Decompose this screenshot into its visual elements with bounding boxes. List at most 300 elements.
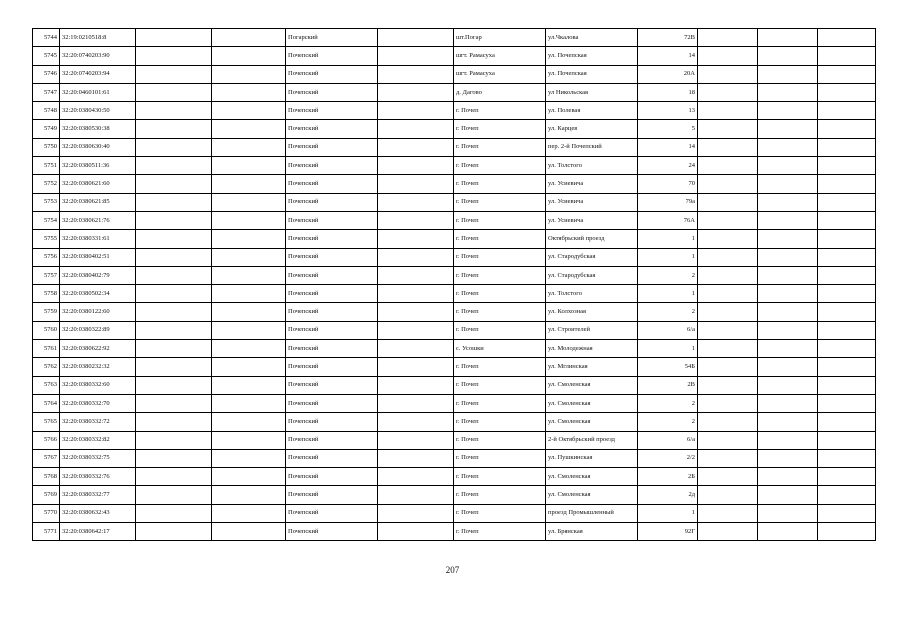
district-cell: Почепский [286, 230, 378, 248]
column-3-cell [136, 138, 212, 156]
table-row [33, 413, 876, 431]
cadastral-number-cell: 32:20:0380332:70 [60, 394, 136, 412]
column-10-cell [698, 230, 758, 248]
column-10-cell [698, 285, 758, 303]
district-cell: Почепский [286, 321, 378, 339]
district-cell: Почепский [286, 138, 378, 156]
row-number-cell: 5759 [33, 303, 60, 321]
cadastral-number-cell: 32:20:0380331:61 [60, 230, 136, 248]
row-number-cell: 5751 [33, 157, 60, 175]
column-11-cell [758, 321, 818, 339]
table-row [33, 211, 876, 229]
column-3-cell [136, 449, 212, 467]
table-row [33, 193, 876, 211]
district-cell: Почепский [286, 211, 378, 229]
column-10-cell [698, 449, 758, 467]
street-cell: ул. Толстого [546, 157, 638, 175]
settlement-cell: г. Почеп [454, 175, 546, 193]
column-3-cell [136, 65, 212, 83]
street-cell: ул. Смоленская [546, 468, 638, 486]
house-number-cell: 14 [638, 47, 698, 65]
settlement-cell: г. Почеп [454, 431, 546, 449]
column-12-cell [818, 394, 876, 412]
table-row [33, 340, 876, 358]
settlement-cell: г. Почеп [454, 358, 546, 376]
column-6-cell [378, 523, 454, 541]
column-6-cell [378, 175, 454, 193]
table-row [33, 29, 876, 47]
column-10-cell [698, 431, 758, 449]
table-row [33, 157, 876, 175]
district-cell: Почепский [286, 102, 378, 120]
column-10-cell [698, 193, 758, 211]
street-cell: проезд Промышленный [546, 504, 638, 522]
column-4-cell [212, 486, 286, 504]
column-6-cell [378, 193, 454, 211]
district-cell: Почепский [286, 376, 378, 394]
column-4-cell [212, 523, 286, 541]
row-number-cell: 5768 [33, 468, 60, 486]
column-11-cell [758, 358, 818, 376]
column-4-cell [212, 211, 286, 229]
column-6-cell [378, 449, 454, 467]
street-cell: ул. Мглинская [546, 358, 638, 376]
cadastral-number-cell: 32:20:0380621:85 [60, 193, 136, 211]
street-cell: ул. Усиевича [546, 193, 638, 211]
street-cell: ул. Брянская [546, 523, 638, 541]
street-cell: ул Никольская [546, 83, 638, 101]
registry-table [32, 28, 876, 541]
column-10-cell [698, 468, 758, 486]
district-cell: Почепский [286, 504, 378, 522]
settlement-cell: д. Дагово [454, 83, 546, 101]
street-cell: ул. Стародубская [546, 266, 638, 284]
settlement-cell: г. Почеп [454, 285, 546, 303]
column-3-cell [136, 266, 212, 284]
column-3-cell [136, 486, 212, 504]
column-11-cell [758, 376, 818, 394]
settlement-cell: с. Усошки [454, 340, 546, 358]
column-4-cell [212, 321, 286, 339]
column-6-cell [378, 47, 454, 65]
row-number-cell: 5756 [33, 248, 60, 266]
table-row [33, 102, 876, 120]
settlement-cell: шт.Погар [454, 29, 546, 47]
row-number-cell: 5761 [33, 340, 60, 358]
column-3-cell [136, 193, 212, 211]
column-6-cell [378, 102, 454, 120]
table-row [33, 266, 876, 284]
column-4-cell [212, 468, 286, 486]
district-cell: Почепский [286, 193, 378, 211]
column-10-cell [698, 29, 758, 47]
district-cell: Почепский [286, 431, 378, 449]
column-4-cell [212, 29, 286, 47]
row-number-cell: 5762 [33, 358, 60, 376]
settlement-cell: г. Почеп [454, 266, 546, 284]
house-number-cell: 1 [638, 340, 698, 358]
house-number-cell: 18 [638, 83, 698, 101]
column-4-cell [212, 376, 286, 394]
row-number-cell: 5753 [33, 193, 60, 211]
row-number-cell: 5758 [33, 285, 60, 303]
district-cell: Почепский [286, 413, 378, 431]
settlement-cell: г. Почеп [454, 504, 546, 522]
row-number-cell: 5764 [33, 394, 60, 412]
column-3-cell [136, 523, 212, 541]
cadastral-number-cell: 32:20:0380630:40 [60, 138, 136, 156]
column-4-cell [212, 83, 286, 101]
column-10-cell [698, 248, 758, 266]
column-11-cell [758, 504, 818, 522]
street-cell: ул. Смоленская [546, 376, 638, 394]
house-number-cell: 13 [638, 102, 698, 120]
column-4-cell [212, 285, 286, 303]
column-6-cell [378, 211, 454, 229]
column-10-cell [698, 523, 758, 541]
column-6-cell [378, 468, 454, 486]
cadastral-number-cell: 32:20:0380322:89 [60, 321, 136, 339]
column-4-cell [212, 266, 286, 284]
table-row [33, 394, 876, 412]
cadastral-number-cell: 32:20:0380332:76 [60, 468, 136, 486]
column-4-cell [212, 340, 286, 358]
column-10-cell [698, 83, 758, 101]
column-11-cell [758, 138, 818, 156]
column-11-cell [758, 340, 818, 358]
column-10-cell [698, 47, 758, 65]
column-12-cell [818, 504, 876, 522]
column-12-cell [818, 523, 876, 541]
street-cell: ул. Смоленская [546, 413, 638, 431]
row-number-cell: 5747 [33, 83, 60, 101]
house-number-cell: 5 [638, 120, 698, 138]
table-row [33, 120, 876, 138]
cadastral-number-cell: 32:20:0380622:92 [60, 340, 136, 358]
cadastral-number-cell: 32:20:0380122:60 [60, 303, 136, 321]
column-11-cell [758, 449, 818, 467]
street-cell: ул. Строителей [546, 321, 638, 339]
cadastral-number-cell: 32:20:0380621:60 [60, 175, 136, 193]
page-number: 207 [445, 565, 460, 575]
house-number-cell: 2д [638, 486, 698, 504]
house-number-cell: 70 [638, 175, 698, 193]
column-12-cell [818, 157, 876, 175]
column-3-cell [136, 83, 212, 101]
column-6-cell [378, 394, 454, 412]
settlement-cell: г. Почеп [454, 138, 546, 156]
district-cell: Почепский [286, 394, 378, 412]
column-3-cell [136, 175, 212, 193]
street-cell: ул. Стародубская [546, 248, 638, 266]
row-number-cell: 5750 [33, 138, 60, 156]
column-12-cell [818, 138, 876, 156]
house-number-cell: 76А [638, 211, 698, 229]
district-cell: Почепский [286, 486, 378, 504]
column-10-cell [698, 340, 758, 358]
cadastral-number-cell: 32:20:0740203:90 [60, 47, 136, 65]
district-cell: Почепский [286, 303, 378, 321]
settlement-cell: г. Почеп [454, 230, 546, 248]
cadastral-number-cell: 32:19:0210518:8 [60, 29, 136, 47]
column-3-cell [136, 29, 212, 47]
column-10-cell [698, 65, 758, 83]
column-11-cell [758, 102, 818, 120]
street-cell: ул. Усиевича [546, 211, 638, 229]
settlement-cell: г. Почеп [454, 157, 546, 175]
column-4-cell [212, 303, 286, 321]
table-row [33, 138, 876, 156]
column-11-cell [758, 120, 818, 138]
street-cell: 2-й Октябрьский проезд [546, 431, 638, 449]
column-11-cell [758, 65, 818, 83]
column-6-cell [378, 486, 454, 504]
column-10-cell [698, 321, 758, 339]
column-6-cell [378, 83, 454, 101]
column-4-cell [212, 248, 286, 266]
column-4-cell [212, 157, 286, 175]
column-12-cell [818, 376, 876, 394]
house-number-cell: 2Б [638, 468, 698, 486]
table-row [33, 303, 876, 321]
street-cell: ул. Колхозная [546, 303, 638, 321]
table-row [33, 47, 876, 65]
street-cell: Октябрьский проезд [546, 230, 638, 248]
house-number-cell: 14 [638, 138, 698, 156]
column-4-cell [212, 358, 286, 376]
district-cell: Почепский [286, 468, 378, 486]
row-number-cell: 5745 [33, 47, 60, 65]
settlement-cell: г. Почеп [454, 376, 546, 394]
column-3-cell [136, 468, 212, 486]
column-11-cell [758, 157, 818, 175]
column-10-cell [698, 175, 758, 193]
cadastral-number-cell: 32:20:0380502:34 [60, 285, 136, 303]
table-row [33, 376, 876, 394]
table-row [33, 65, 876, 83]
cadastral-number-cell: 32:20:0380530:38 [60, 120, 136, 138]
settlement-cell: г. Почеп [454, 120, 546, 138]
row-number-cell: 5754 [33, 211, 60, 229]
street-cell: ул. Толстого [546, 285, 638, 303]
column-12-cell [818, 248, 876, 266]
column-6-cell [378, 321, 454, 339]
cadastral-number-cell: 32:20:0380632:43 [60, 504, 136, 522]
column-10-cell [698, 413, 758, 431]
row-number-cell: 5752 [33, 175, 60, 193]
house-number-cell: 6/а [638, 321, 698, 339]
column-10-cell [698, 504, 758, 522]
column-11-cell [758, 29, 818, 47]
table-row [33, 358, 876, 376]
cadastral-number-cell: 32:20:0460101:61 [60, 83, 136, 101]
district-cell: Почепский [286, 157, 378, 175]
house-number-cell: 92Г [638, 523, 698, 541]
column-3-cell [136, 394, 212, 412]
column-11-cell [758, 303, 818, 321]
column-11-cell [758, 175, 818, 193]
row-number-cell: 5766 [33, 431, 60, 449]
district-cell: Почепский [286, 175, 378, 193]
settlement-cell: шгт. Рамасуха [454, 65, 546, 83]
column-4-cell [212, 449, 286, 467]
column-12-cell [818, 230, 876, 248]
house-number-cell: 72В [638, 29, 698, 47]
house-number-cell: 2 [638, 266, 698, 284]
column-11-cell [758, 83, 818, 101]
row-number-cell: 5760 [33, 321, 60, 339]
column-12-cell [818, 29, 876, 47]
district-cell: Погарский [286, 29, 378, 47]
column-6-cell [378, 266, 454, 284]
row-number-cell: 5744 [33, 29, 60, 47]
cadastral-number-cell: 32:20:0380332:82 [60, 431, 136, 449]
cadastral-number-cell: 32:20:0380642:17 [60, 523, 136, 541]
table-row [33, 486, 876, 504]
street-cell: ул. Усиевича [546, 175, 638, 193]
column-4-cell [212, 413, 286, 431]
settlement-cell: г. Почеп [454, 248, 546, 266]
column-12-cell [818, 303, 876, 321]
column-10-cell [698, 303, 758, 321]
table-row [33, 468, 876, 486]
column-6-cell [378, 413, 454, 431]
cadastral-number-cell: 32:20:0380511:36 [60, 157, 136, 175]
column-10-cell [698, 157, 758, 175]
cadastral-number-cell: 32:20:0740203:94 [60, 65, 136, 83]
cadastral-number-cell: 32:20:0380332:60 [60, 376, 136, 394]
column-12-cell [818, 431, 876, 449]
column-11-cell [758, 431, 818, 449]
column-6-cell [378, 358, 454, 376]
column-11-cell [758, 394, 818, 412]
street-cell: ул.Чкалова [546, 29, 638, 47]
row-number-cell: 5746 [33, 65, 60, 83]
column-12-cell [818, 266, 876, 284]
settlement-cell: г. Почеп [454, 211, 546, 229]
table-row [33, 83, 876, 101]
column-11-cell [758, 413, 818, 431]
row-number-cell: 5763 [33, 376, 60, 394]
district-cell: Почепский [286, 120, 378, 138]
column-10-cell [698, 102, 758, 120]
table-row [33, 230, 876, 248]
column-4-cell [212, 504, 286, 522]
column-3-cell [136, 248, 212, 266]
street-cell: ул. Полевая [546, 102, 638, 120]
column-12-cell [818, 358, 876, 376]
column-12-cell [818, 211, 876, 229]
column-3-cell [136, 504, 212, 522]
column-6-cell [378, 303, 454, 321]
house-number-cell: 2/2 [638, 449, 698, 467]
table-body [33, 29, 876, 541]
row-number-cell: 5767 [33, 449, 60, 467]
column-12-cell [818, 413, 876, 431]
house-number-cell: 1 [638, 285, 698, 303]
street-cell: ул. Карцев [546, 120, 638, 138]
house-number-cell: 2 [638, 413, 698, 431]
column-4-cell [212, 102, 286, 120]
cadastral-number-cell: 32:20:0380430:50 [60, 102, 136, 120]
table-row [33, 449, 876, 467]
column-10-cell [698, 376, 758, 394]
table-row [33, 285, 876, 303]
street-cell: ул. Почепская [546, 47, 638, 65]
cadastral-number-cell: 32:20:0380332:77 [60, 486, 136, 504]
column-6-cell [378, 230, 454, 248]
column-4-cell [212, 193, 286, 211]
house-number-cell: 24 [638, 157, 698, 175]
column-12-cell [818, 83, 876, 101]
column-11-cell [758, 47, 818, 65]
settlement-cell: г. Почеп [454, 486, 546, 504]
column-6-cell [378, 29, 454, 47]
column-3-cell [136, 303, 212, 321]
district-cell: Почепский [286, 358, 378, 376]
house-number-cell: 2В [638, 376, 698, 394]
row-number-cell: 5757 [33, 266, 60, 284]
column-4-cell [212, 394, 286, 412]
column-12-cell [818, 120, 876, 138]
district-cell: Почепский [286, 47, 378, 65]
row-number-cell: 5771 [33, 523, 60, 541]
settlement-cell: г. Почеп [454, 394, 546, 412]
column-10-cell [698, 211, 758, 229]
district-cell: Почепский [286, 523, 378, 541]
settlement-cell: г. Почеп [454, 321, 546, 339]
column-6-cell [378, 157, 454, 175]
column-12-cell [818, 486, 876, 504]
street-cell: ул. Смоленская [546, 394, 638, 412]
row-number-cell: 5755 [33, 230, 60, 248]
column-4-cell [212, 120, 286, 138]
row-number-cell: 5748 [33, 102, 60, 120]
column-4-cell [212, 47, 286, 65]
column-3-cell [136, 431, 212, 449]
column-11-cell [758, 193, 818, 211]
settlement-cell: г. Почеп [454, 449, 546, 467]
column-4-cell [212, 138, 286, 156]
column-4-cell [212, 175, 286, 193]
column-3-cell [136, 102, 212, 120]
house-number-cell: 6/а [638, 431, 698, 449]
cadastral-number-cell: 32:20:0380402:51 [60, 248, 136, 266]
table-row [33, 504, 876, 522]
column-3-cell [136, 211, 212, 229]
cadastral-number-cell: 32:20:0380232:32 [60, 358, 136, 376]
column-11-cell [758, 211, 818, 229]
column-12-cell [818, 285, 876, 303]
house-number-cell: 2 [638, 394, 698, 412]
settlement-cell: г. Почеп [454, 193, 546, 211]
column-11-cell [758, 468, 818, 486]
column-11-cell [758, 523, 818, 541]
column-4-cell [212, 65, 286, 83]
house-number-cell: 1 [638, 504, 698, 522]
column-10-cell [698, 120, 758, 138]
row-number-cell: 5770 [33, 504, 60, 522]
settlement-cell: г. Почеп [454, 413, 546, 431]
column-3-cell [136, 157, 212, 175]
settlement-cell: шгт. Рамасуха [454, 47, 546, 65]
district-cell: Почепский [286, 449, 378, 467]
column-4-cell [212, 431, 286, 449]
street-cell: ул. Молодежная [546, 340, 638, 358]
column-12-cell [818, 340, 876, 358]
street-cell: ул. Смоленская [546, 486, 638, 504]
row-number-cell: 5749 [33, 120, 60, 138]
